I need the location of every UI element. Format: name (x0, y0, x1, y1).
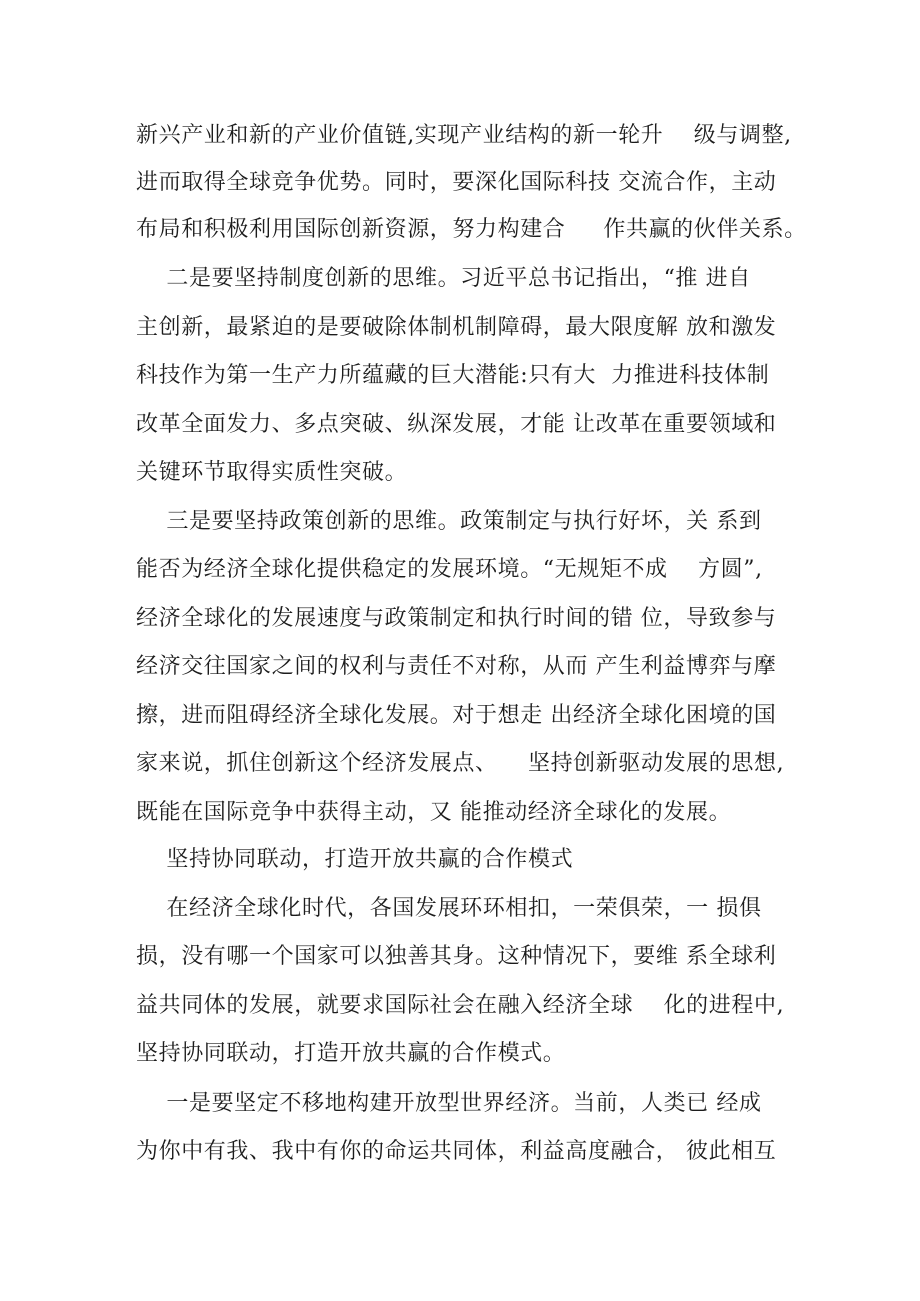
body-text-line: 新兴产业和新的产业价值链,实现产业结构的新一轮升 级与调整, (136, 123, 792, 148)
body-text-line: 既能在国际竞争中获得主动，又 能推动经济全球化的发展。 (136, 800, 732, 825)
paragraph-first-line: 一是要坚定不移地构建开放型世界经济。当前，人类已 经成 (136, 1091, 762, 1116)
body-text-line: 关键环节取得实质性突破。 (136, 460, 408, 485)
section-heading: 坚持协同联动，打造开放共赢的合作模式 (136, 847, 574, 872)
paragraph-first-line: 三是要坚持政策创新的思维。政策制定与执行好坏，关 系到 (136, 509, 762, 534)
body-text-line: 损，没有哪一个国家可以独善其身。这种情况下，要维 系全球利 (136, 944, 777, 969)
body-text-line: 为你中有我、我中有你的命运共同体，利益高度融合， 彼此相互 (136, 1139, 777, 1164)
paragraph-first-line: 二是要坚持制度创新的思维。习近平总书记指出，“推 进自 (136, 266, 751, 291)
body-text-line: 家来说，抓住创新这个经济发展点、 坚持创新驱动发展的思想, (136, 751, 785, 776)
body-text-line: 能否为经济全球化提供稳定的发展环境。“无规矩不成 方圆”, (136, 557, 763, 582)
body-text-line: 经济全球化的发展速度与政策制定和执行时间的错 位，导致参与 (136, 606, 777, 631)
body-text-line: 科技作为第一生产力所蕴藏的巨大潜能:只有大 力推进科技体制 (136, 363, 770, 388)
paragraph-first-line: 在经济全球化时代，各国发展环环相扣，一荣俱荣，一 损俱 (136, 896, 762, 921)
body-text-line: 布局和积极利用国际创新资源，努力构建合 作共赢的伙伴关系。 (136, 217, 807, 242)
body-text-line: 擦，进而阻碍经济全球化发展。对于想走 出经济全球化困境的国 (136, 703, 777, 728)
body-text-line: 改革全面发力、多点突破、纵深发展，才能 让改革在重要领域和 (136, 412, 777, 437)
body-text-line: 进而取得全球竞争优势。同时，要深化国际科技 交流合作，主动 (136, 170, 777, 195)
body-text-line: 益共同体的发展，就要求国际社会在融入经济全球 化的进程中, (136, 993, 785, 1018)
body-text-line: 主创新，最紧迫的是要破除体制机制障碍，最大限度解 放和激发 (136, 315, 777, 340)
body-text-line: 坚持协同联动，打造开放共赢的合作模式。 (136, 1041, 566, 1066)
body-text-line: 经济交往国家之间的权利与责任不对称，从而 产生利益博弈与摩 (136, 654, 777, 679)
